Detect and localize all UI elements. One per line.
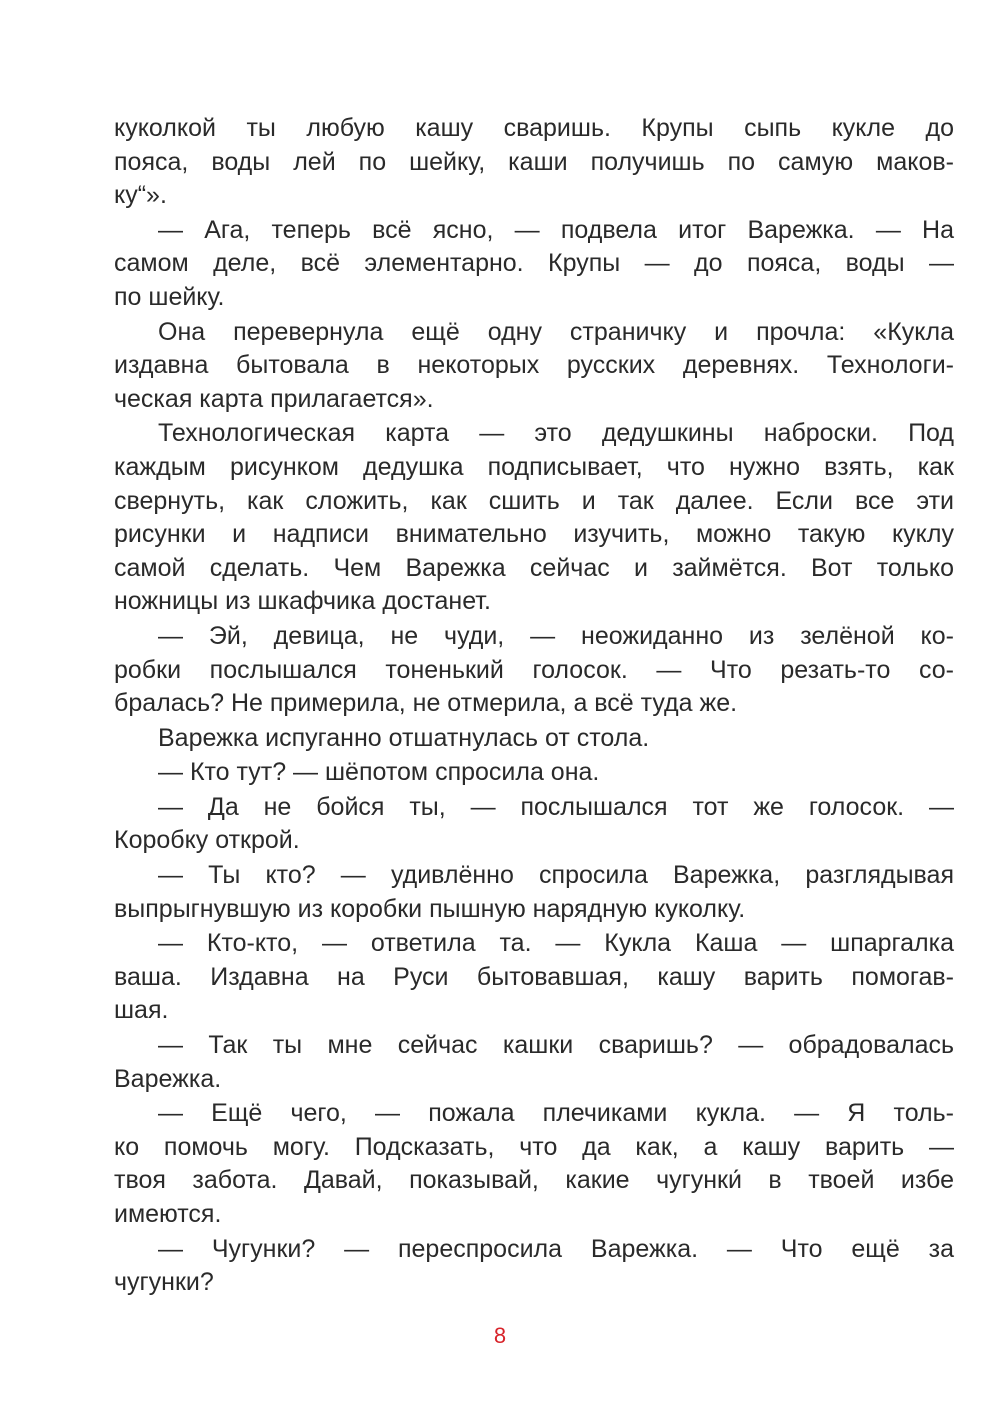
- paragraph: [114, 316, 954, 417]
- text-line: — Кто тут? — шёпотом спросила она.: [158, 758, 600, 787]
- text-line: — Эй, девица, не чуди, — неожиданно из зелёной ко-: [158, 621, 954, 650]
- text-line: робки послышался тоненький голосок. — Что резать-то со-: [114, 655, 954, 684]
- paragraph: [114, 791, 954, 858]
- text-line: выпрыгнувшую из коробки пышную нарядную куколку.: [114, 894, 746, 923]
- text-line: Варежка.: [114, 1064, 222, 1093]
- page-number: 8: [493, 1323, 507, 1348]
- text-line: — Кто-кто, — ответила та. — Кукла Каша — шпаргалка: [158, 929, 954, 958]
- text-line: по шейку.: [114, 282, 225, 311]
- text-line: — Ещё чего, — пожала плечиками кукла. — Я толь-: [158, 1099, 954, 1128]
- text-line: чугунки?: [114, 1268, 214, 1297]
- text-line: ческая карта прилагается».: [114, 384, 434, 413]
- text-line: — Да не бойся ты, — послышался тот же голосок. —: [158, 792, 954, 821]
- text-line: самом деле, всё элементарно. Крупы — до пояса, воды —: [114, 249, 954, 278]
- text-line: твоя забота. Давай, показывай, какие чугунки́ в твоей избе: [114, 1166, 954, 1195]
- text-line: — Так ты мне сейчас кашки сваришь? — обрадовалась: [158, 1031, 954, 1060]
- paragraph: [114, 620, 954, 721]
- text-line: имеются.: [114, 1200, 222, 1228]
- paragraph: [114, 927, 954, 1028]
- text-line: ко помочь могу. Подсказать, что да как, а кашу варить —: [114, 1132, 954, 1161]
- text-line: шая.: [114, 996, 169, 1025]
- paragraph: [114, 1097, 954, 1231]
- text-line: — Ага, теперь всё ясно, — подвела итог Варежка. — На: [158, 215, 954, 244]
- paragraph: [114, 417, 954, 619]
- text-line: пояса, воды лей по шейку, каши получишь по самую маков-: [114, 147, 954, 176]
- paragraph: [114, 112, 954, 213]
- text-line: каждым рисунком дедушка подписывает, что нужно взять, как: [114, 452, 954, 481]
- text-line: Варежка испуганно отшатнулась от стола.: [158, 723, 650, 752]
- body-text: [114, 112, 954, 1301]
- text-line: бралась? Не примерила, не отмерила, а всё туда же.: [114, 689, 738, 718]
- text-line: ваша. Издавна на Руси бытовавшая, кашу варить помогав-: [114, 962, 954, 991]
- paragraph: [114, 214, 954, 315]
- paragraph: [114, 1029, 954, 1096]
- text-line: издавна бытовала в некоторых русских деревнях. Технологи-: [114, 351, 954, 380]
- paragraph: [114, 859, 954, 926]
- paragraph: [114, 1233, 954, 1300]
- text-line: Технологическая карта — это дедушкины наброски. Под: [158, 419, 954, 448]
- text-line: свернуть, как сложить, как сшить и так далее. Если все эти: [114, 486, 954, 515]
- text-line: — Чугунки? — переспросила Варежка. — Что ещё за: [158, 1234, 954, 1263]
- paragraph: [114, 756, 954, 790]
- text-line: Коробку открой.: [114, 826, 300, 855]
- text-line: ку“».: [114, 181, 167, 210]
- text-line: — Ты кто? — удивлённо спросила Варежка, разглядывая: [158, 861, 954, 890]
- paragraph: [114, 722, 954, 756]
- text-line: самой сделать. Чем Варежка сейчас и займётся. Вот только: [114, 553, 954, 582]
- text-line: Она перевернула ещё одну страничку и прочла: «Кукла: [158, 317, 954, 346]
- text-line: куколкой ты любую кашу сваришь. Крупы сыпь кукле до: [114, 114, 954, 142]
- text-line: ножницы из шкафчика достанет.: [114, 587, 491, 616]
- text-line: рисунки и надписи внимательно изучить, можно такую куклу: [114, 520, 954, 549]
